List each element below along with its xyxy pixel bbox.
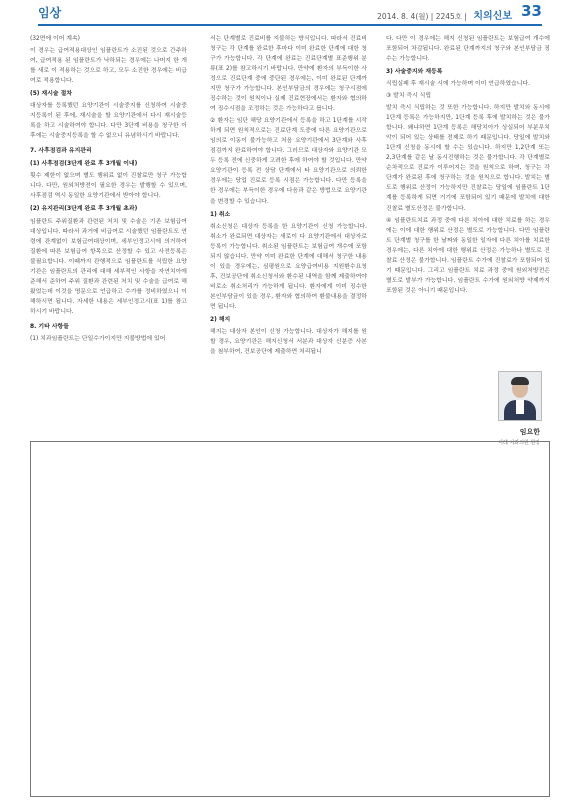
- empty-ad-box: [30, 441, 550, 797]
- author-photo: [498, 371, 542, 421]
- issue-info: [377, 7, 512, 22]
- article-column-2: [210, 34, 367, 359]
- author-name: 임요한: [519, 428, 540, 436]
- paragraph: 발치 즉시 식립하는 것 또한 가능합니다. 하지만 발치와 동시에 1단계 등록은 가능하지만, 1단계 등록 후에 발치하는 것은 불가합니다. 왜냐하면 1단계 등록은 해당치아가 상실되어 부분무치악이 되어 있는 상태를 전제로 하기 때문입니다. 당일에 발치와 1단계 신청을 동시에 할 수는 있습니다. 하지만 1,2단계 또는2,3단계를 같은 날 동시진행하는 것은 불가합니다. 각 단계별로 순차적으로 진료가 이루어지는 것을 원칙으로 하며, 청구는 각 단계가 완료된 후에 청구하는 것을 원칙으로 합니다. 발치는 별도로 행위료 산정이 가능하지만 진찰료는 당일에 임플란트 1단계를 등록하게 되면 거기에 포함되어 있기 때문에 발치에 대한 진찰료 별도산정은 불가합니다.: [386, 105, 550, 212]
- subheading: 8. 기타 사항들: [30, 323, 69, 330]
- subheading: (1) 사후점검(3단계 완료 후 3개월 이내): [30, 161, 138, 168]
- subheading: 1) 취소: [210, 211, 231, 218]
- paragraph: 서는 단계별로 진료비를 지불하는 방식입니다. 따라서 진료비 청구는 각 단계를 완료한 후마다 이미 완료한 단계에 대한 청구가 가능합니다. 각 단계에 완료는 진료단계별 표준행위 분류(표 2)를 참고하시기 바랍니다. 만약에 환자의 부득이한 사정으로 진료단계 중에 중단된 경우에는, 이미 완료된 단계까지만 청구가 가능합니다. 본인부담금의 경우에는 청구시점에 징수하는 것이 원칙이나 실제 진료현장에서는 환자와 협의하여 징수시점을 조정하는 것은 가능하다고 봅니다.: [210, 36, 367, 113]
- paragraph: ② 환자는 임단 해당 요양기관에서 등록을 하고 1단계를 시작하게 되면 원칙적으로는 진료단계 도중에 다른 요양기관으로 임의로 이동이 불가능하고 처음 요양기관에서 3단계와 사후점검까지 완료하여야 합니다. 그러므로 대상자와 요양기관 모두 등록 전에 신중하게 고려한 후에 하여야 할 것입니다. 만약 요양기관이 등록 전 상담 단계에서 타 요양기관으로 의뢰한 경우에는 당업 진료로 등록 시점은 가능합니다. 다만 등록을 한 경우에는 부득이한 경우에 다음과 같은 방법으로 요양기관을 변경할 수 있습니다.: [210, 118, 367, 205]
- page-header: [38, 4, 542, 24]
- subheading: (2) 유지관리(3단계 완료 후 3개월 초과): [30, 206, 138, 213]
- article-column-1: [30, 34, 187, 346]
- header-rule: [38, 24, 542, 26]
- paragraph: 식립실패 후 재시술 시에 가능하며 이미 언급하였습니다.: [386, 81, 530, 88]
- section-title: 임상: [38, 6, 62, 20]
- paragraph: ④ 임플란트치료 과정 중에 다른 치아에 대한 치료를 하는 경우에는 이에 대한 행위료 산정은 별도로 가능합니다. 다만 임플란트 단계별 청구를 한 날짜와 동일한 일자에 다른 치아를 치료한 경우에는, 다른 치아에 대한 행위료 산정은 가능하나 별도로 진찰료 산정은 불가합니다. 임플란트 수가에 진찰료가 포함되어 있기 때문입니다. 그리고 임플란트 치료 과정 중에 원외처방전은 별도로 발부가 가능합니다. 임플란트 수가에 원외처방 약제까지 포함된 것은 아니기 때문입니다.: [386, 217, 550, 294]
- author-box: [474, 371, 540, 446]
- paragraph: (1) 치과임플란트는 단일수가이지만 지불방법에 있어: [30, 335, 166, 342]
- paper-name: 치의신보: [473, 11, 512, 22]
- paragraph: 다. 다만 이 경우에는 해지 신청된 임플란트는 보험급여 개수에 포함되어 차감됩니다. 완료된 단계까지의 청구와 본인부담금 징수는 가능합니다.: [386, 36, 550, 63]
- paragraph: (32면에 이어 계속): [30, 36, 80, 42]
- author-role: 이레 치과의원 원장: [498, 440, 540, 446]
- paragraph: 횟수 제한이 없으며 별도 행위료 없이 진찰료만 청구 가능합니다. 다만, 원외처방전이 필요한 경우는 발행할 수 있으며, 사후점검 역시 동일한 요양기관에서 받아야 합니다.: [30, 173, 187, 200]
- paragraph: 취소신청은 대상자 등록을 한 요양기관이 신청 가능합니다. 취소가 완료되면 대상자는 새로이 다 요양기관에서 대상자로 등록이 가능합니다. 취소된 임플란트는 보험급여 개수에 포함되지 않습니다. 만약 이미 완료한 단계에 대해서 청구한 내용이 있을 경우에는, 심평원으로 요양급여비용 지원환수요청 후, 건보공단에 취소신청서와 환수된 내역을 함께 제출하여야 비로소 취소처리가 가능하게 됩니다. 환자에게 이미 징수한 본인부담금이 있을 경우, 환자와 협의하여 환불내용을 결정하면 됩니다.: [210, 223, 367, 310]
- paragraph: 해지는 대상자 본인이 신청 가능합니다. 대상자가 해지를 원할 경우, 요양기관은 해지신청서 서분과 대상자 신분증 사본을 첨부하여, 건보공단에 제출하면 처리됩니: [210, 328, 367, 355]
- subheading: (5) 재시술 절차: [30, 91, 73, 98]
- article-column-3: [386, 34, 550, 298]
- subheading: 7. 사후점검과 유지관리: [30, 148, 92, 155]
- paragraph: 대상자를 등록했던 요양기관이 시술중지를 신청하여 시술중지등록이 된 후에, 재시술을 할 요양기관에서 다시 재시술등록을 하고 시술하여야 합니다. 다만 3단계 비용을 청구한 이후에는 시술중지등록을 할 수 없으니 유념하시기 바랍니다.: [30, 103, 187, 140]
- issue-date: 2014. 8. 4(월) | 2245호 |: [377, 12, 467, 21]
- paragraph: ③ 발치 즉시 식립: [386, 93, 432, 100]
- subheading: 3) 사술중지와 재등록: [386, 69, 443, 76]
- paragraph: 이 경우는 급여적용대상인 임플란트가 소진된 것으로 간주하여, 급여적용 된 임플란트가 낙하되는 경우에는 나머지 한 개를 새로 이 적용하는 것으로 하고, 모두 소진한 경우에는 비급여로 적용합니다.: [30, 48, 187, 85]
- paragraph: 임플란트 주위질환과 관련된 처치 및 수술은 기존 보험급여 대상입니다. 따라서 과거에 비급여로 시술했던 임플란트도 연령에 관계없이 보험급여대상이며, 세부인정고시에 의거하여 질환에 따른 보험급여 항목으로 산정할 수 있고 사전등록은 불필요합니다. 이때까지 관행적으로 임플란트를 식립한 요양기관은 임플란트의 관리에 대해 세부적인 사항을 자연치아에 준해서 준하여 주위 질환과 관련된 처치 및 수술을 급여로 해왔었는데 이것을 명문으로 언급하고 수가를 정비하였으니 이해하시면 됩니다. 자세한 내용은 세부인정고시(표 1)를 참고하시기 바랍니다.: [30, 218, 187, 315]
- subheading: 2) 해지: [210, 316, 231, 323]
- page-number: 33: [521, 2, 542, 20]
